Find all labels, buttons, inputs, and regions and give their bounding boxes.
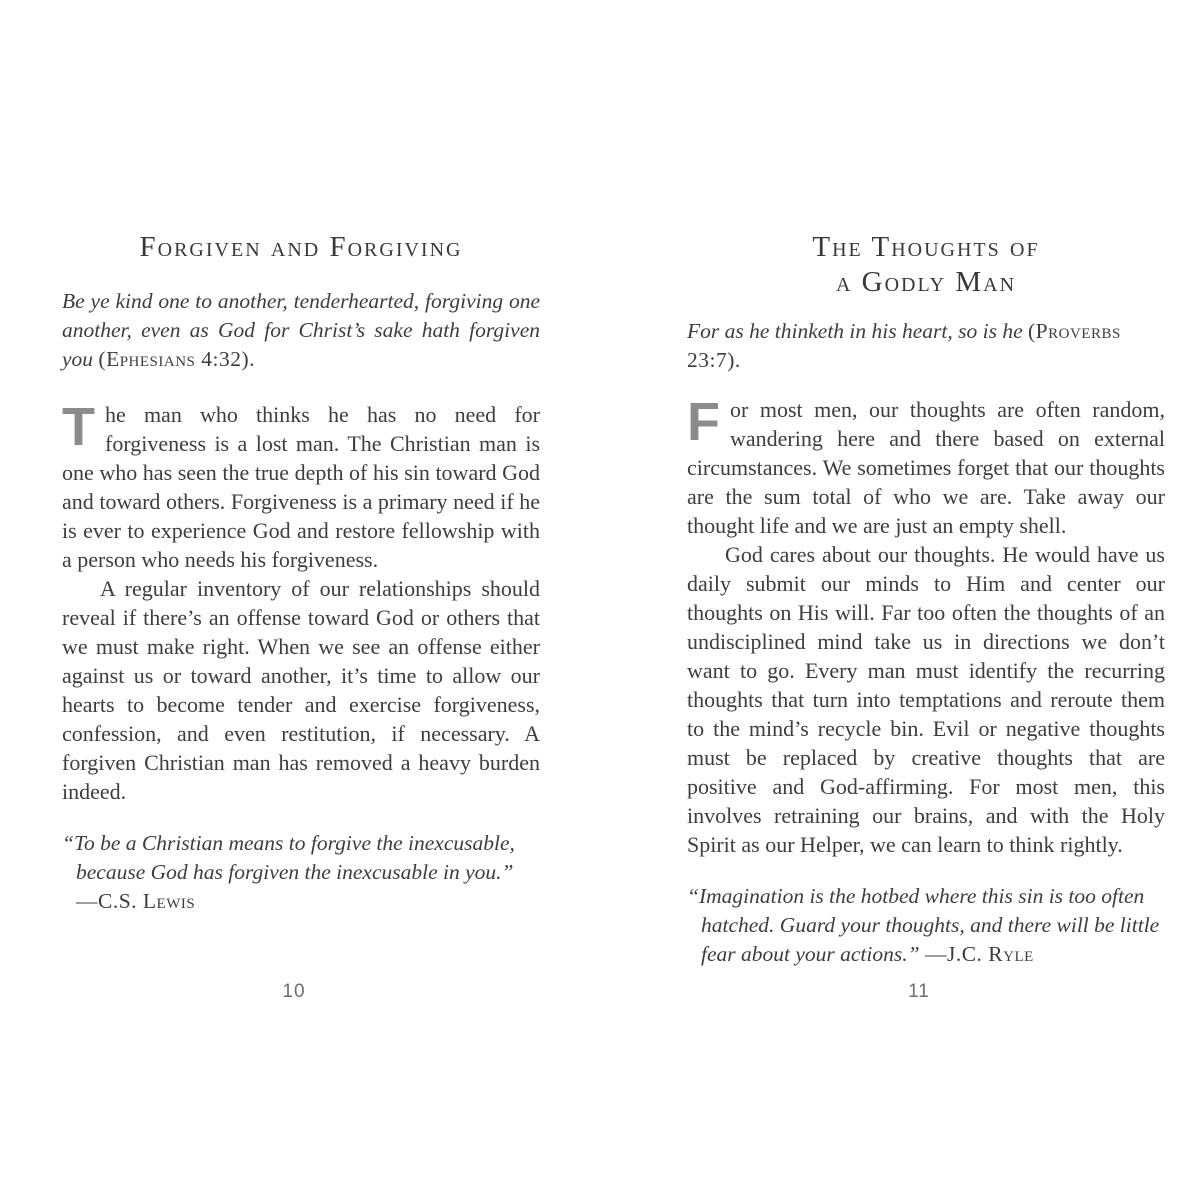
closing-quote-right (687, 882, 1165, 969)
chapter-title-right-line-1: The Thoughts of (812, 231, 1040, 263)
drop-cap-letter: F (687, 392, 720, 452)
page-number-left: 10 (282, 981, 306, 1002)
quote-author-left: —C.S. Lewis (76, 889, 196, 913)
body-paragraph-text: he man who thinks he has no need for forgiveness is a lost man. The Christian man is one who has seen the true depth of his sin toward God and toward others. Forgiveness is a primary need if he is ever to experience God and restore fellowship with a person who needs his forgiveness. (62, 402, 540, 572)
body-paragraph (687, 540, 1165, 859)
epigraph-left-text: Be ye kind one to another, tenderhearted, forgiving one another, even as God for Christ’s sake hath forgiven you (62, 289, 540, 371)
right-page (687, 230, 1165, 969)
left-page (62, 230, 540, 916)
epigraph-right-text: For as he thinketh in his heart, so is he (687, 319, 1028, 343)
body-paragraph-text: A regular inventory of our relationships should reveal if there’s an offense toward God or others that we must make right. When we see an offense either against us or toward another, it’s time to allow our hearts to become tender and exercise forgiveness, confession, and even restitution, if necessary. A forgiven Christian man has removed a heavy burden indeed. (62, 576, 540, 804)
scripture-reference-right: (Proverbs 23:7). (687, 319, 1121, 372)
body-paragraph-text: or most men, our thoughts are often random, wandering here and there based on external circumstances. We sometimes forget that our thoughts are the sum total of who we are. Take away our thought life and we are just an empty shell. (687, 397, 1165, 538)
drop-cap-letter: T (62, 397, 95, 457)
closing-quote-left (62, 829, 540, 916)
chapter-title-left-text: Forgiven and Forgiving (139, 231, 463, 263)
body-paragraph-text: God cares about our thoughts. He would have us daily submit our minds to Him and center our thoughts on His will. Far too often the thoughts of an undisciplined mind take us in directions we don’t want to go. Every man must identify the recurring thoughts that turn into temptations and reroute them to the mind’s recycle bin. Evil or negative thoughts must be replaced by creative thoughts that are positive and God-affirming. For most men, this involves retraining our brains, and with the Holy Spirit as our Helper, we can learn to think rightly. (687, 542, 1165, 857)
chapter-title-left (62, 230, 540, 265)
body-paragraph (687, 392, 1165, 540)
chapter-title-right (687, 230, 1165, 300)
closing-quote-right-text: “Imagination is the hotbed where this sin is too often hatched. Guard your thoughts, and there will be little fear about your actions.” (687, 884, 1160, 966)
chapter-title-right-line-2: a Godly Man (835, 266, 1017, 298)
body-paragraph (62, 397, 540, 574)
closing-quote-left-text: “To be a Christian means to forgive the inexcusable, because God has forgiven the inexcusable in you.” (62, 831, 515, 884)
scripture-reference-left: (Ephesians 4:32). (98, 347, 256, 371)
epigraph-left (62, 287, 540, 374)
quote-author-right: —J.C. Ryle (924, 942, 1034, 966)
body-paragraph (62, 574, 540, 806)
epigraph-right (687, 317, 1165, 375)
page-number-right: 11 (908, 981, 930, 1002)
